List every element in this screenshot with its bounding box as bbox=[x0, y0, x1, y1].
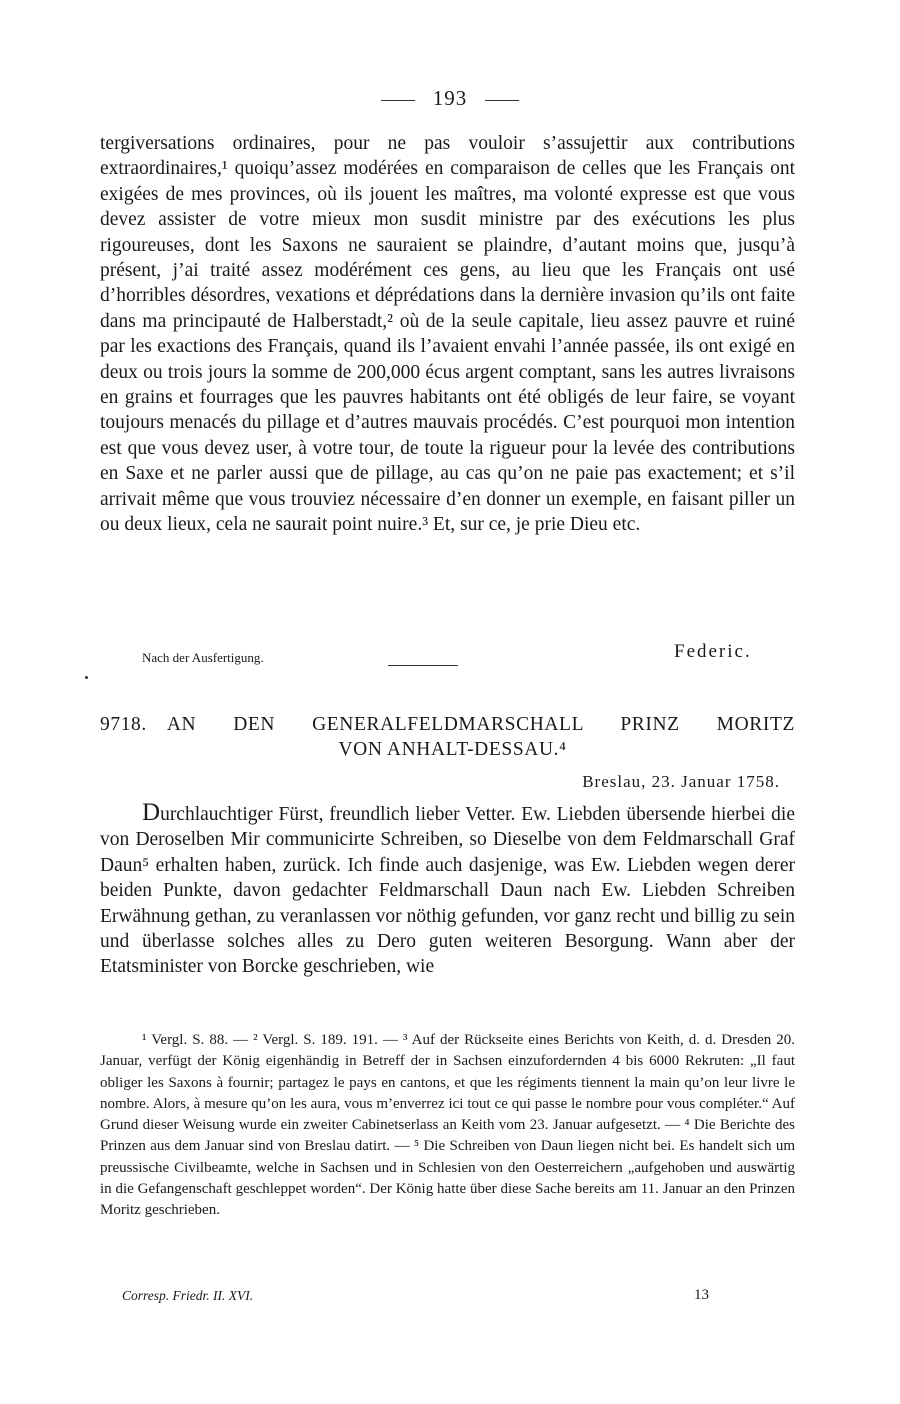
page-number: 193 bbox=[432, 86, 468, 110]
page-number-header bbox=[0, 86, 900, 111]
document-number: 9718. bbox=[100, 714, 147, 735]
footnotes bbox=[100, 1030, 795, 1222]
heading-text-1: AN DEN GENERALFELDMARSCHALL PRINZ MORITZ bbox=[166, 714, 795, 735]
signature: Federic. bbox=[674, 641, 752, 662]
source-note: Nach der Ausfertigung. bbox=[142, 650, 264, 665]
second-letter-paragraph bbox=[100, 800, 795, 980]
heading-line-2: VON ANHALT-DESSAU.⁴ bbox=[338, 739, 567, 760]
footer-series-title: Corresp. Friedr. II. XVI. bbox=[122, 1288, 254, 1303]
header-dash-right bbox=[485, 100, 519, 101]
print-speck bbox=[85, 676, 88, 679]
footnote-text: ¹ Vergl. S. 88. — ² Vergl. S. 189. 191. — ³ Auf der Rückseite eines Berichts von Keith, d. d. Dresden 20. Januar, verfügt der König eigenhändig in Betreff der in Sachsen einzufordernden 4 bis 6000 Rekruten: „Il faut obliger les Saxons à fournir; partagez le pays en cantons, et que les régiments tiennent la main qu’on leur livre le nombre. Alors, à mesure qu’on les aura, vous m’enverrez ici tout ce qui passe le nombre pour vous compléter.“ Auf Grund dieser Weisung wurde ein zweiter Cabinetserlass an Keith vom 23. Januar aufgesetzt. — ⁴ Die Berichte des Prinzen aus dem Januar sind von Breslau datirt. — ⁵ Die Schreiben von Daun liegen nicht bei. Es handelt sich um preussische Civilbeamte, welche in Sachsen und in Schlesien von den Oesterreichern „aufgehoben und auswärtig in die Gefangenschaft geschleppet worden“. Der König hatte über diese Sache bereits am 11. Januar an den Prinzen Moritz geschrieben. bbox=[100, 1032, 795, 1219]
second-letter-body bbox=[100, 800, 795, 980]
footer-signature-mark: 13 bbox=[694, 1287, 709, 1303]
second-letter-text: urchlauchtiger Fürst, freundlich lieber Vetter. Ew. Liebden übersende hierbei die von Deroselben Mir communicirte Schreiben, so Dieselbe von dem Feldmarschall Graf Daun⁵ erhalten haben, zurück. Ich finde auch dasjenige, was Ew. Liebden wegen derer beiden Punkte, davon gedachter Feldmarschall Daun nach Ew. Liebden Schreiben Erwähnung gethan, zu veranlassen vor nöthig gefunden, vor ganz recht und billig zu sein und überlasse solches alles zu Dero guten weiteren Besorgung. Wann aber der Etatsminister von Borcke geschrieben, wie bbox=[100, 804, 795, 978]
header-dash-left bbox=[381, 100, 415, 101]
letter-body bbox=[100, 131, 795, 538]
document-heading bbox=[100, 712, 795, 762]
dateline: Breslau, 23. Januar 1758. bbox=[582, 772, 780, 791]
letter-paragraph: tergiversations ordinaires, pour ne pas vouloir s’assujettir aux contributions extraordinaires,¹ quoiqu’assez modérées en comparaison de celles que les Français ont exigées de mes provinces, où ils jouent les maîtres, ma volonté expresse est que vous devez assister de votre mieux mon susdit ministre par des exécutions les plus rigoureuses, dont les Saxons ne sauraient se plaindre, d’autant moins que, jusqu’à présent, j’ai traité assez modérément ces gens, au lieu que les Français ont usé d’horribles désordres, vexations et déprédations dans la dernière invasion qu’ils ont faite dans ma principauté de Halberstadt,² où de la seule capitale, lieu assez pauvre et ruiné par les exactions des Français, quand ils l’avaient envahi l’année passée, ils ont exigé en deux ou trois jours la somme de 200,000 écus argent comptant, sans les autres livraisons en grains et fourrages que les pauvres habitants ont été obligés de leur faire, se voyant toujours menacés du pillage et d’autres mauvais procédés. C’est pourquoi mon intention est que vous devez user, à votre tour, de toute la rigueur pour la levée des contributions en Saxe et ne parler aussi que de pillage, au cas qu’on ne paie pas exactement; et s’il arrivait même que vous trouviez nécessaire d’en donner un exemple, en faisant piller un ou deux lieux, cela ne saurait point nuire.³ Et, sur ce, je prie Dieu etc. bbox=[100, 133, 795, 536]
initial-letter: D bbox=[142, 799, 161, 826]
heading-line-1 bbox=[100, 712, 795, 737]
section-separator bbox=[388, 665, 458, 666]
